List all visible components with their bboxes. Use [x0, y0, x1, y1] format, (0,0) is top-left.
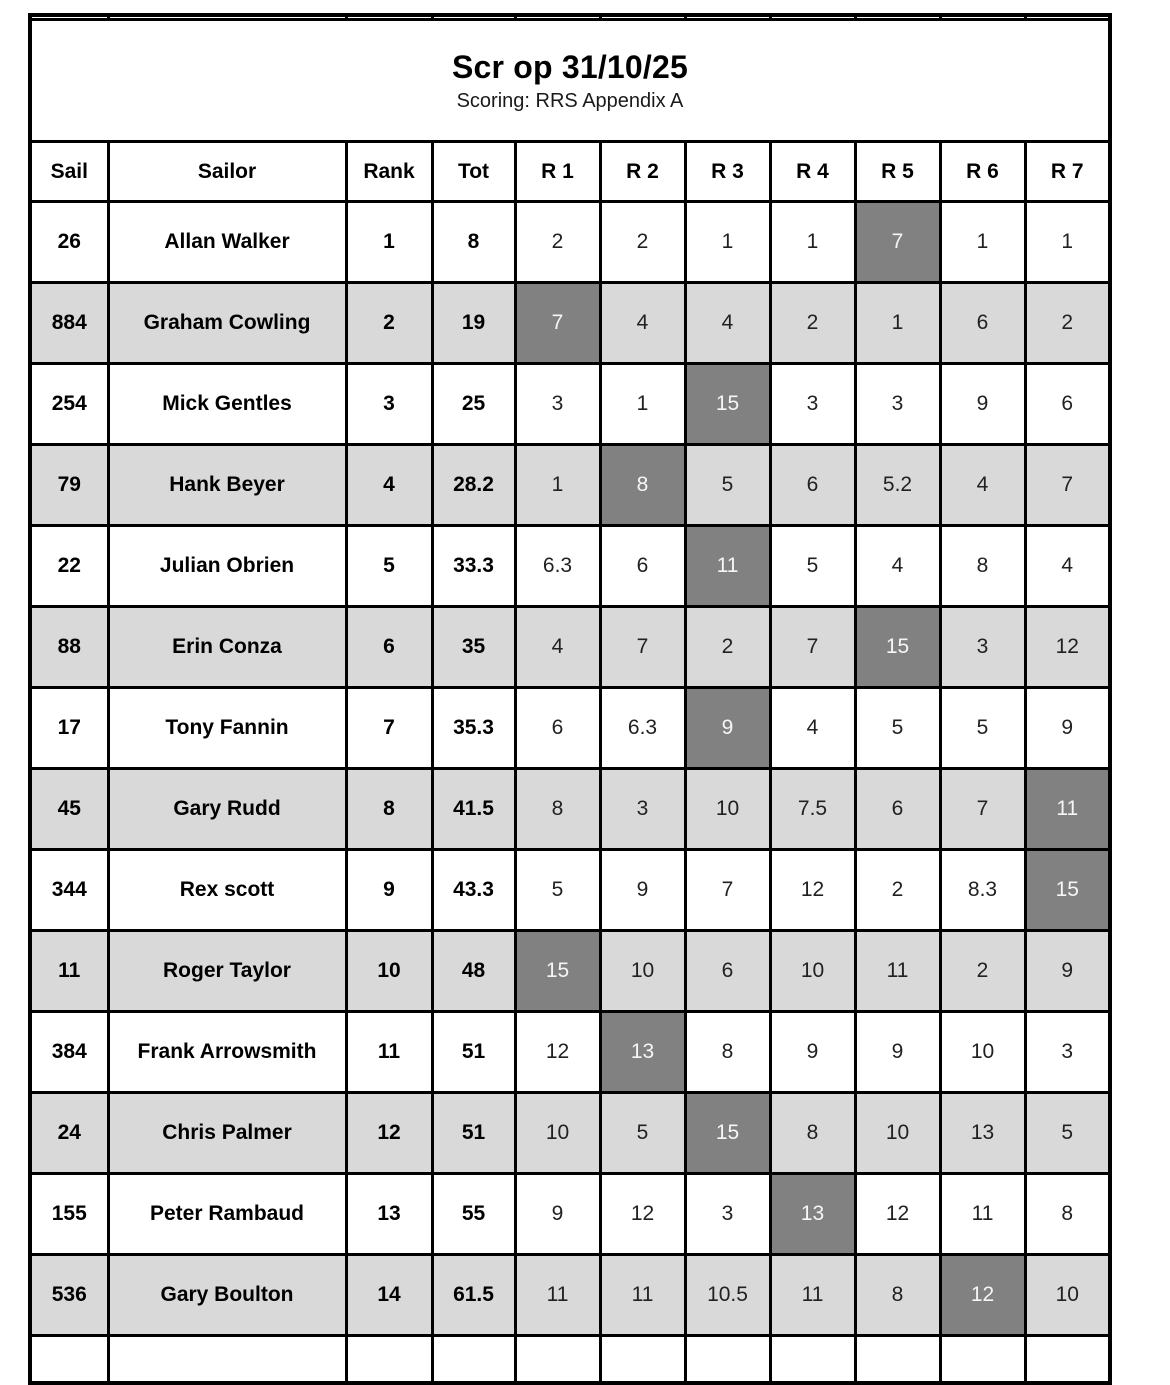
table-row: [30, 526, 1110, 607]
race-score-cell: 6: [940, 283, 1025, 364]
race-score-cell: 1: [1025, 202, 1110, 283]
discarded-race-score-cell: 15: [1025, 850, 1110, 931]
race-score-cell: 7: [1025, 445, 1110, 526]
race-score-cell: 2: [600, 202, 685, 283]
race-score-cell: 12: [600, 1174, 685, 1255]
race-score-cell: 2: [940, 931, 1025, 1012]
rank-cell: 3: [346, 364, 432, 445]
race-score-cell: 8: [685, 1012, 770, 1093]
sail-number-cell: 45: [30, 769, 108, 850]
sail-number-cell: 344: [30, 850, 108, 931]
discarded-race-score-cell: 15: [515, 931, 600, 1012]
rank-cell: 9: [346, 850, 432, 931]
race-score-cell: 2: [855, 850, 940, 931]
race-score-cell: 10: [940, 1012, 1025, 1093]
total-points-cell: 41.5: [432, 769, 515, 850]
race-score-cell: 12: [855, 1174, 940, 1255]
race-score-cell: 3: [940, 607, 1025, 688]
table-row: [30, 202, 1110, 283]
sail-number-cell: 155: [30, 1174, 108, 1255]
column-header-tot: Tot: [432, 142, 515, 202]
sailor-name-cell: Frank Arrowsmith: [108, 1012, 346, 1093]
table-row: [30, 688, 1110, 769]
race-score-cell: 3: [770, 364, 855, 445]
table-row: [30, 850, 1110, 931]
total-points-cell: 51: [432, 1093, 515, 1174]
race-score-cell: 10: [685, 769, 770, 850]
total-points-cell: 48: [432, 931, 515, 1012]
table-row: [30, 1093, 1110, 1174]
race-score-cell: 13: [940, 1093, 1025, 1174]
race-score-cell: 4: [855, 526, 940, 607]
rank-cell: 8: [346, 769, 432, 850]
race-score-cell: 6: [600, 526, 685, 607]
rank-cell: 13: [346, 1174, 432, 1255]
rank-cell: 5: [346, 526, 432, 607]
sail-number-cell: 254: [30, 364, 108, 445]
race-score-cell: 9: [770, 1012, 855, 1093]
race-score-cell: 6.3: [515, 526, 600, 607]
race-score-cell: 3: [855, 364, 940, 445]
sailor-name-cell: Julian Obrien: [108, 526, 346, 607]
race-score-cell: 2: [515, 202, 600, 283]
race-score-cell: 9: [515, 1174, 600, 1255]
race-score-cell: 10: [770, 931, 855, 1012]
race-score-cell: 8.3: [940, 850, 1025, 931]
race-score-cell: 6: [855, 769, 940, 850]
race-score-cell: 3: [600, 769, 685, 850]
race-score-cell: 8: [515, 769, 600, 850]
column-header-r-6: R 6: [940, 142, 1025, 202]
total-points-cell: 19: [432, 283, 515, 364]
total-points-cell: 28.2: [432, 445, 515, 526]
race-score-cell: 1: [600, 364, 685, 445]
total-points-cell: 51: [432, 1012, 515, 1093]
race-score-cell: 10.5: [685, 1255, 770, 1336]
rank-cell: 2: [346, 283, 432, 364]
race-score-cell: 1: [685, 202, 770, 283]
total-points-cell: 35: [432, 607, 515, 688]
rank-cell: 7: [346, 688, 432, 769]
race-score-cell: 7.5: [770, 769, 855, 850]
column-header-sail: Sail: [30, 142, 108, 202]
race-score-cell: 5: [855, 688, 940, 769]
sailor-name-cell: Hank Beyer: [108, 445, 346, 526]
sail-number-cell: 26: [30, 202, 108, 283]
race-score-cell: 10: [1025, 1255, 1110, 1336]
sailor-name-cell: Gary Rudd: [108, 769, 346, 850]
race-score-cell: 8: [855, 1255, 940, 1336]
race-score-cell: 10: [515, 1093, 600, 1174]
race-score-cell: 9: [940, 364, 1025, 445]
column-header-r-1: R 1: [515, 142, 600, 202]
race-score-cell: 6: [770, 445, 855, 526]
total-points-cell: 61.5: [432, 1255, 515, 1336]
table-row: [30, 769, 1110, 850]
race-score-cell: 4: [940, 445, 1025, 526]
sail-number-cell: 79: [30, 445, 108, 526]
rank-cell: 10: [346, 931, 432, 1012]
column-header-rank: Rank: [346, 142, 432, 202]
race-score-cell: 6: [515, 688, 600, 769]
race-score-cell: 10: [855, 1093, 940, 1174]
race-score-cell: 4: [515, 607, 600, 688]
race-results-table: [28, 13, 1112, 1385]
rank-cell: 14: [346, 1255, 432, 1336]
race-score-cell: 2: [685, 607, 770, 688]
sail-number-cell: 24: [30, 1093, 108, 1174]
table-row: [30, 1174, 1110, 1255]
table-row: [30, 445, 1110, 526]
race-score-cell: 8: [940, 526, 1025, 607]
sailor-name-cell: Graham Cowling: [108, 283, 346, 364]
race-score-cell: 5: [940, 688, 1025, 769]
table-row: [30, 1012, 1110, 1093]
race-score-cell: 3: [515, 364, 600, 445]
discarded-race-score-cell: 8: [600, 445, 685, 526]
race-score-cell: 11: [515, 1255, 600, 1336]
column-header-r-3: R 3: [685, 142, 770, 202]
race-score-cell: 2: [770, 283, 855, 364]
race-score-cell: 5: [685, 445, 770, 526]
column-header-r-2: R 2: [600, 142, 685, 202]
sail-number-cell: 17: [30, 688, 108, 769]
table-row: [30, 1255, 1110, 1336]
table-row: [30, 931, 1110, 1012]
sailor-name-cell: Gary Boulton: [108, 1255, 346, 1336]
event-title: Scr op 31/10/25: [451, 48, 689, 85]
column-header-sailor: Sailor: [108, 142, 346, 202]
race-score-cell: 3: [1025, 1012, 1110, 1093]
race-score-cell: 11: [770, 1255, 855, 1336]
discarded-race-score-cell: 15: [855, 607, 940, 688]
sailor-name-cell: Chris Palmer: [108, 1093, 346, 1174]
race-score-cell: 1: [940, 202, 1025, 283]
race-score-cell: 6.3: [600, 688, 685, 769]
race-score-cell: 4: [770, 688, 855, 769]
discarded-race-score-cell: 11: [685, 526, 770, 607]
discarded-race-score-cell: 15: [685, 364, 770, 445]
race-score-cell: 7: [940, 769, 1025, 850]
race-score-cell: 9: [1025, 931, 1110, 1012]
race-score-cell: 6: [1025, 364, 1110, 445]
sailor-name-cell: Erin Conza: [108, 607, 346, 688]
race-score-cell: 9: [1025, 688, 1110, 769]
race-score-cell: 4: [685, 283, 770, 364]
sailor-name-cell: Peter Rambaud: [108, 1174, 346, 1255]
race-score-cell: 2: [1025, 283, 1110, 364]
column-header-r-7: R 7: [1025, 142, 1110, 202]
rank-cell: 6: [346, 607, 432, 688]
discarded-race-score-cell: 12: [940, 1255, 1025, 1336]
discarded-race-score-cell: 13: [600, 1012, 685, 1093]
title-cell: [30, 20, 1110, 142]
race-score-cell: 11: [600, 1255, 685, 1336]
scoring-subtitle: Scoring: RRS Appendix A: [456, 90, 684, 113]
race-score-cell: 5: [600, 1093, 685, 1174]
race-score-cell: 7: [685, 850, 770, 931]
sail-number-cell: 88: [30, 607, 108, 688]
total-points-cell: 43.3: [432, 850, 515, 931]
race-score-cell: 12: [770, 850, 855, 931]
results-page: [28, 13, 1112, 1385]
race-score-cell: 5.2: [855, 445, 940, 526]
race-score-cell: 5: [770, 526, 855, 607]
race-score-cell: 6: [685, 931, 770, 1012]
sailor-name-cell: Tony Fannin: [108, 688, 346, 769]
sailor-name-cell: Mick Gentles: [108, 364, 346, 445]
table-row: [30, 283, 1110, 364]
race-score-cell: 8: [1025, 1174, 1110, 1255]
rank-cell: 12: [346, 1093, 432, 1174]
sailor-name-cell: Allan Walker: [108, 202, 346, 283]
sail-number-cell: 22: [30, 526, 108, 607]
race-score-cell: 7: [600, 607, 685, 688]
discarded-race-score-cell: 7: [515, 283, 600, 364]
title-row: [30, 20, 1110, 142]
rank-cell: 4: [346, 445, 432, 526]
table-row: [30, 364, 1110, 445]
discarded-race-score-cell: 13: [770, 1174, 855, 1255]
total-points-cell: 33.3: [432, 526, 515, 607]
total-points-cell: 25: [432, 364, 515, 445]
sailor-name-cell: Roger Taylor: [108, 931, 346, 1012]
discarded-race-score-cell: 9: [685, 688, 770, 769]
column-header-row: [30, 142, 1110, 202]
sail-number-cell: 884: [30, 283, 108, 364]
race-score-cell: 9: [600, 850, 685, 931]
race-score-cell: 12: [1025, 607, 1110, 688]
race-score-cell: 11: [940, 1174, 1025, 1255]
race-score-cell: 5: [1025, 1093, 1110, 1174]
race-score-cell: 1: [515, 445, 600, 526]
column-header-r-4: R 4: [770, 142, 855, 202]
rank-cell: 1: [346, 202, 432, 283]
race-score-cell: 4: [1025, 526, 1110, 607]
sail-number-cell: 536: [30, 1255, 108, 1336]
race-score-cell: 1: [855, 283, 940, 364]
race-score-cell: 4: [600, 283, 685, 364]
race-score-cell: 10: [600, 931, 685, 1012]
total-points-cell: 8: [432, 202, 515, 283]
race-score-cell: 3: [685, 1174, 770, 1255]
race-score-cell: 8: [770, 1093, 855, 1174]
race-score-cell: 9: [855, 1012, 940, 1093]
discarded-race-score-cell: 15: [685, 1093, 770, 1174]
race-score-cell: 7: [770, 607, 855, 688]
table-row: [30, 607, 1110, 688]
sailor-name-cell: Rex scott: [108, 850, 346, 931]
race-score-cell: 11: [855, 931, 940, 1012]
column-header-r-5: R 5: [855, 142, 940, 202]
rank-cell: 11: [346, 1012, 432, 1093]
total-points-cell: 35.3: [432, 688, 515, 769]
sail-number-cell: 384: [30, 1012, 108, 1093]
discarded-race-score-cell: 11: [1025, 769, 1110, 850]
sail-number-cell: 11: [30, 931, 108, 1012]
total-points-cell: 55: [432, 1174, 515, 1255]
race-score-cell: 1: [770, 202, 855, 283]
discarded-race-score-cell: 7: [855, 202, 940, 283]
race-score-cell: 12: [515, 1012, 600, 1093]
race-score-cell: 5: [515, 850, 600, 931]
